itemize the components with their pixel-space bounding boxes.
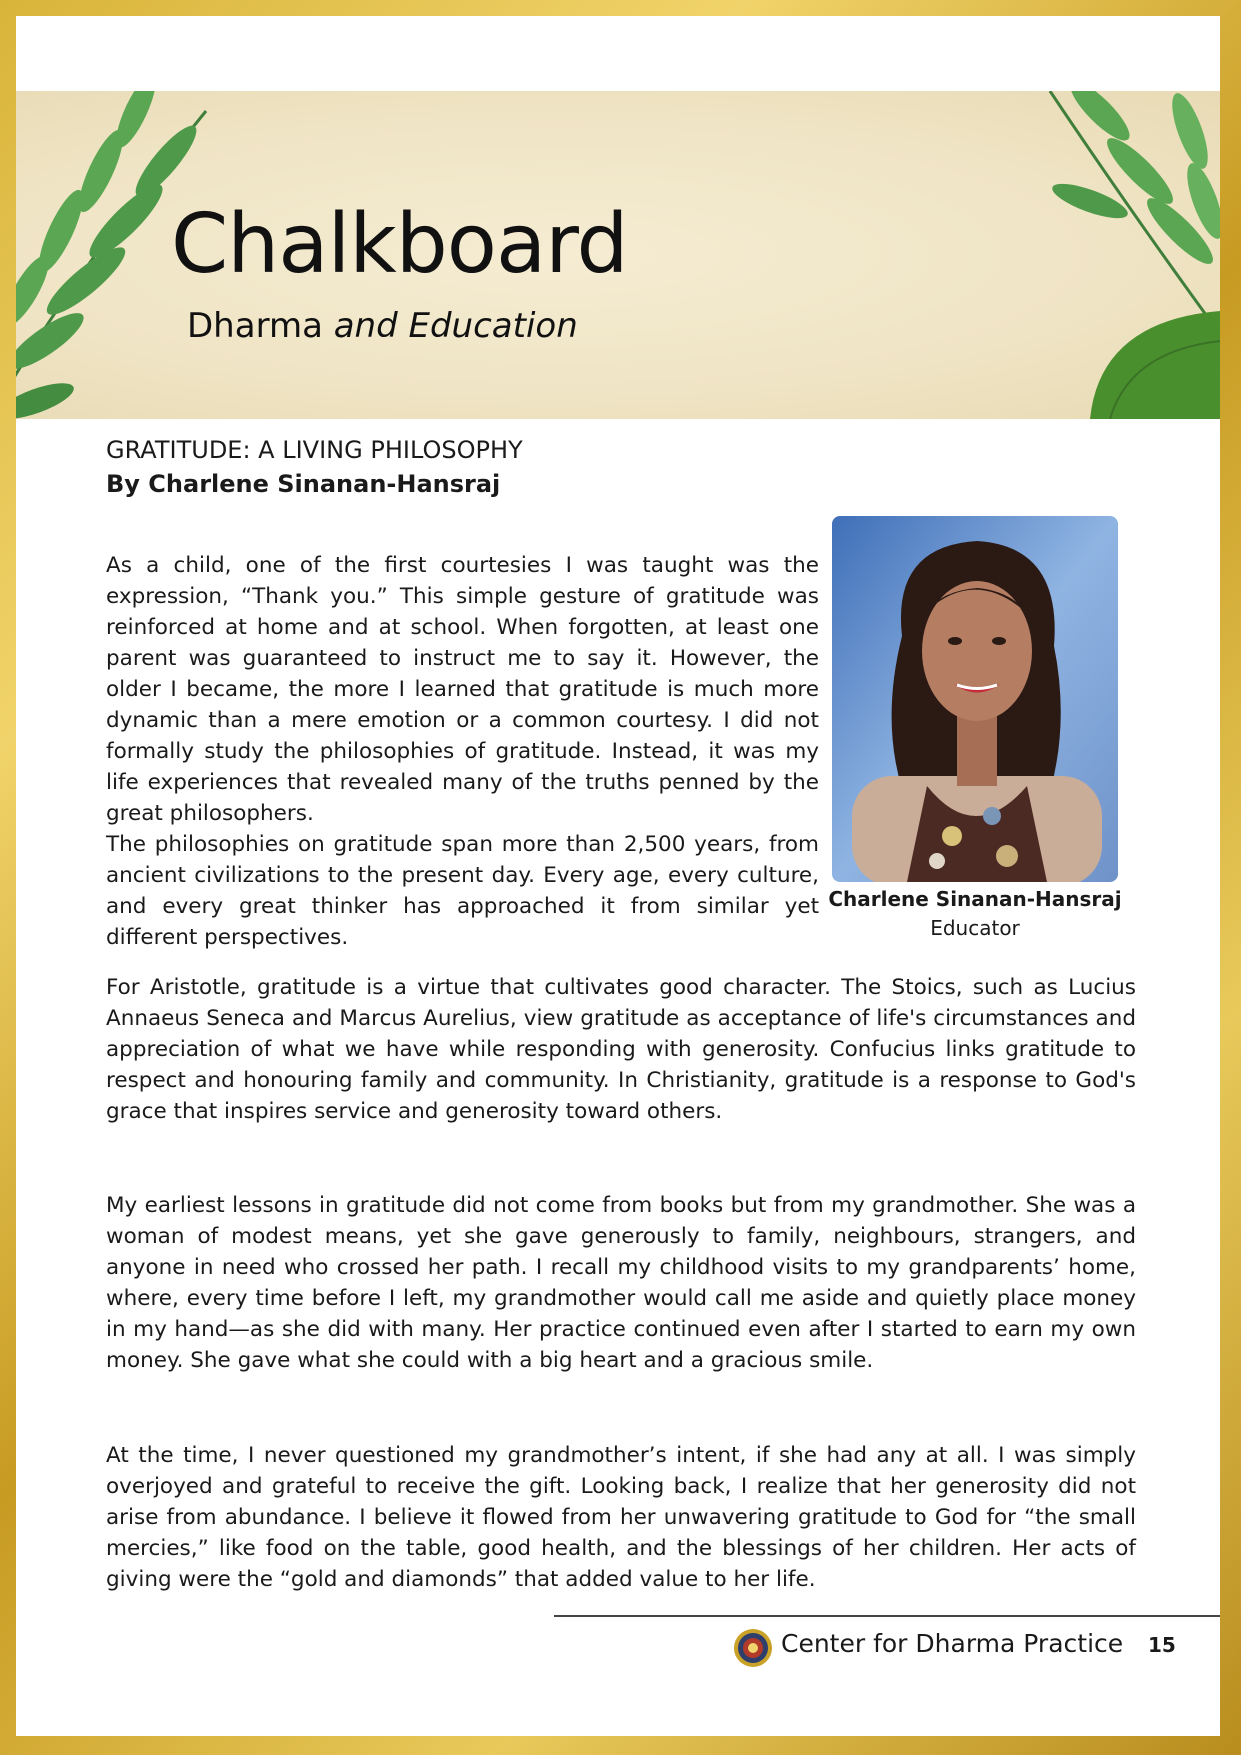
photo-caption-name: Charlene Sinanan-Hansraj [828, 887, 1122, 911]
subtitle-italic: and Education [333, 306, 578, 346]
leaves-right-decoration [990, 91, 1220, 419]
article-title: GRATITUDE: A LIVING PHILOSOPHY [106, 436, 523, 464]
page [16, 16, 1220, 1736]
header-banner [16, 91, 1220, 419]
author-photo-image [832, 516, 1118, 882]
subtitle-plain: Dharma [187, 306, 334, 346]
photo-caption-role: Educator [930, 916, 1020, 940]
intro-paragraph: The philosophies on gratitude span more than 2,500 years, from ancient civilizations to the present day. Every age, every culture, and every great thinker has approached it from similar yet different perspectives. [106, 832, 819, 950]
section-subtitle [187, 306, 578, 346]
page-number: 15 [1148, 1633, 1176, 1657]
intro-paragraph: As a child, one of the first courtesies I was taught was the expression, “Thank you.” This simple gesture of gratitude was reinforced at home and at school. When forgotten, at least one parent was guaranteed to instruct me to say it. However, the older I became, the more I learned that gratitude is much more dynamic than a mere emotion or a common courtesy. I did not formally study the philosophies of gratitude. Instead, it was my life experiences that revealed many of the truths penned by the great philosophers. [106, 553, 819, 826]
footer-divider [554, 1615, 1220, 1617]
body-paragraph: My earliest lessons in gratitude did not come from books but from my grandmother. She was a woman of modest means, yet she gave generously to family, neighbours, strangers, and anyone in need who crossed her path. I recall my childhood visits to my grandparents’ home, where, every time before I left, my grandmother would call me aside and quietly place money in my hand—as she did with many. Her practice continued even after I started to earn my own money. She gave what she could with a big heart and a gracious smile. [106, 1193, 1136, 1373]
footer-org-name: Center for Dharma Practice [781, 1629, 1124, 1658]
dharma-center-logo-icon [733, 1628, 773, 1668]
body-paragraph: For Aristotle, gratitude is a virtue that cultivates good character. The Stoics, such as Lucius Annaeus Seneca and Marcus Aurelius, view gratitude as acceptance of life's circumstances and appreciation of what we have while responding with generosity. Confucius links gratitude to respect and honouring family and community. In Christianity, gratitude is a response to God's grace that inspires service and generosity toward others. [106, 975, 1136, 1124]
author-photo [832, 516, 1118, 882]
article-byline: By Charlene Sinanan-Hansraj [106, 470, 501, 498]
section-title: Chalkboard [171, 197, 628, 292]
body-paragraph: At the time, I never questioned my grandmother’s intent, if she had any at all. I was simply overjoyed and grateful to receive the gift. Looking back, I realize that her generosity did not arise from abundance. I believe it flowed from her unwavering gratitude to God for “the small mercies,” like food on the table, good health, and the blessings of her children. Her acts of giving were the “gold and diamonds” that added value to her life. [106, 1443, 1136, 1592]
intro-column [106, 550, 819, 953]
